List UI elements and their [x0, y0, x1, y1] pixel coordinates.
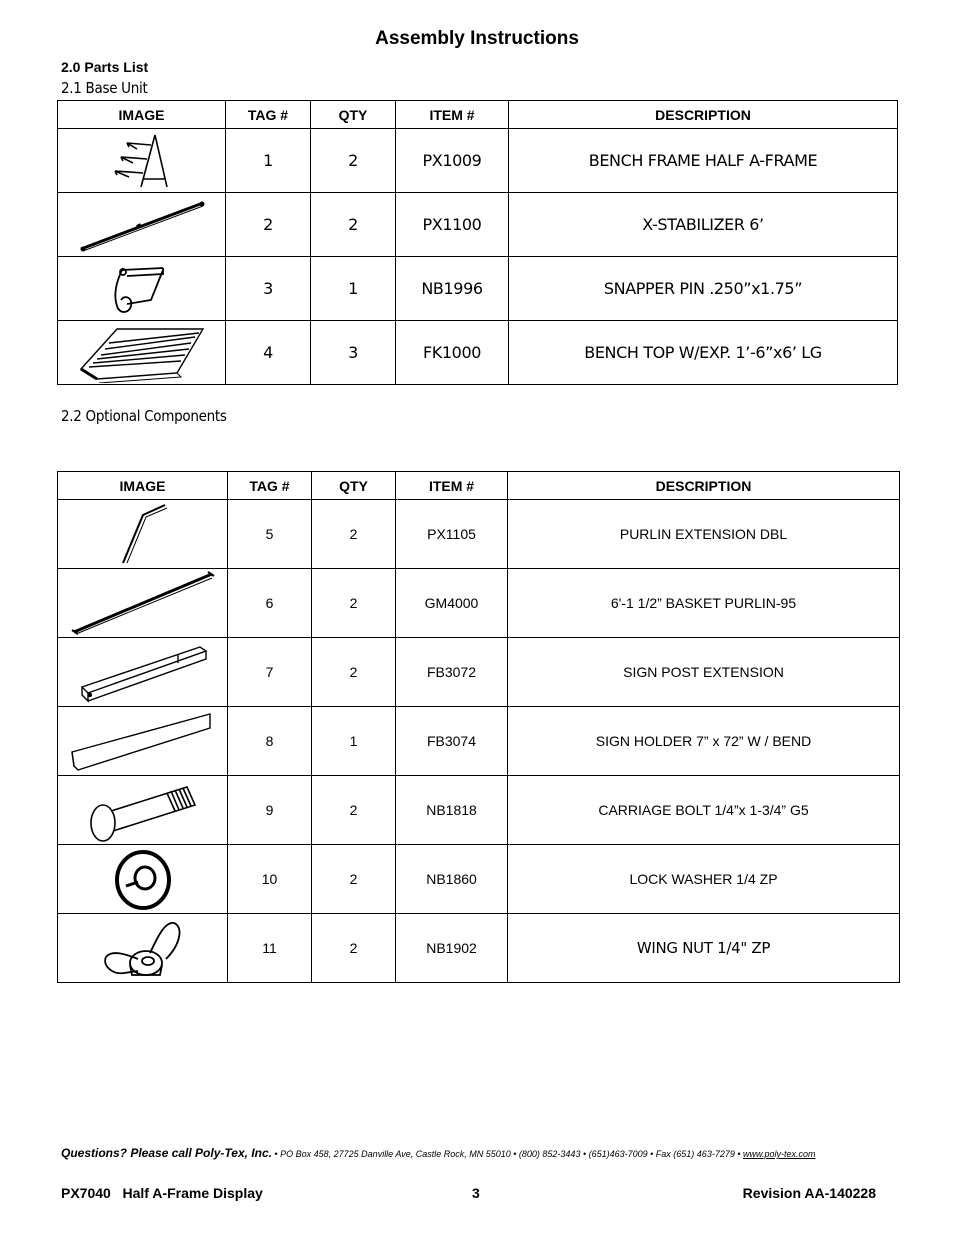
- snapper-pin-icon: [107, 260, 177, 318]
- stabilizer-bar-icon: [77, 195, 207, 255]
- item-cell: GM4000: [396, 569, 508, 638]
- item-cell: NB1996: [396, 257, 509, 321]
- column-header-item: ITEM #: [396, 472, 508, 500]
- image-cell: [58, 569, 228, 638]
- qty-cell: 2: [312, 845, 396, 914]
- description-cell: BENCH FRAME HALF A-FRAME: [509, 129, 898, 193]
- item-cell: FB3072: [396, 638, 508, 707]
- tag-cell: 4: [226, 321, 311, 385]
- image-cell: [58, 500, 228, 569]
- item-cell: NB1818: [396, 776, 508, 845]
- carriage-bolt-icon: [83, 777, 203, 843]
- description-cell: PURLIN EXTENSION DBL: [508, 500, 900, 569]
- column-header-tag: TAG #: [228, 472, 312, 500]
- qty-cell: 2: [311, 129, 396, 193]
- image-cell: [58, 638, 228, 707]
- qty-cell: 2: [312, 500, 396, 569]
- column-header-image: IMAGE: [58, 472, 228, 500]
- description-cell: BENCH TOP W/EXP. 1’-6”x6’ LG: [509, 321, 898, 385]
- table-row: [58, 257, 898, 321]
- column-header-image: IMAGE: [58, 101, 226, 129]
- footer-questions: Questions? Please call Poly-Tex, Inc.: [61, 1146, 272, 1160]
- description-cell: SNAPPER PIN .250”x1.75”: [509, 257, 898, 321]
- column-header-qty: QTY: [311, 101, 396, 129]
- column-header-description: DESCRIPTION: [508, 472, 900, 500]
- item-cell: FB3074: [396, 707, 508, 776]
- column-header-qty: QTY: [312, 472, 396, 500]
- table-row: [58, 500, 900, 569]
- description-cell: LOCK WASHER 1/4 ZP: [508, 845, 900, 914]
- tag-cell: 5: [228, 500, 312, 569]
- tag-cell: 3: [226, 257, 311, 321]
- image-cell: [58, 776, 228, 845]
- table-header-row: [58, 101, 898, 129]
- base-unit-table: [57, 100, 898, 385]
- footer-page-number: 3: [472, 1185, 480, 1201]
- image-cell: [58, 914, 228, 983]
- image-cell: [58, 845, 228, 914]
- table-row: [58, 129, 898, 193]
- bench-top-icon: [77, 323, 207, 383]
- sign-post-icon: [68, 639, 218, 705]
- item-cell: PX1105: [396, 500, 508, 569]
- section-heading-parts-list: 2.0 Parts List: [61, 59, 149, 75]
- column-header-tag: TAG #: [226, 101, 311, 129]
- tag-cell: 2: [226, 193, 311, 257]
- optional-components-table: [57, 471, 900, 983]
- tag-cell: 7: [228, 638, 312, 707]
- qty-cell: 2: [312, 638, 396, 707]
- column-header-item: ITEM #: [396, 101, 509, 129]
- section-heading-optional-components: 2.2 Optional Components: [61, 407, 227, 425]
- qty-cell: 2: [312, 776, 396, 845]
- image-cell: [58, 321, 226, 385]
- footer-contact: • PO Box 458, 27725 Danville Ave, Castle Rock, MN 55010 • (800) 852-3443 • (651)463-7009 • Fax (651) 463-7279 •: [271, 1149, 743, 1159]
- item-cell: PX1009: [396, 129, 509, 193]
- image-cell: [58, 257, 226, 321]
- tag-cell: 8: [228, 707, 312, 776]
- tag-cell: 10: [228, 845, 312, 914]
- section-heading-base-unit: 2.1 Base Unit: [61, 79, 148, 97]
- basket-purlin-icon: [68, 570, 218, 636]
- description-cell: X-STABILIZER 6’: [509, 193, 898, 257]
- table-row: [58, 321, 898, 385]
- qty-cell: 2: [312, 569, 396, 638]
- qty-cell: 1: [311, 257, 396, 321]
- lock-washer-icon: [108, 846, 178, 912]
- tag-cell: 9: [228, 776, 312, 845]
- description-cell: CARRIAGE BOLT 1/4”x 1-3/4” G5: [508, 776, 900, 845]
- a-frame-icon: [107, 131, 177, 191]
- image-cell: [58, 129, 226, 193]
- table-row: [58, 569, 900, 638]
- tag-cell: 1: [226, 129, 311, 193]
- image-cell: [58, 193, 226, 257]
- tag-cell: 11: [228, 914, 312, 983]
- table-header-row: [58, 472, 900, 500]
- footer-website-link[interactable]: www.poly-tex.com: [743, 1149, 816, 1159]
- item-cell: NB1860: [396, 845, 508, 914]
- qty-cell: 2: [312, 914, 396, 983]
- sign-holder-icon: [68, 708, 218, 774]
- qty-cell: 1: [312, 707, 396, 776]
- table-row: [58, 707, 900, 776]
- description-cell: WING NUT 1/4" ZP: [508, 914, 900, 983]
- table-row: [58, 776, 900, 845]
- qty-cell: 3: [311, 321, 396, 385]
- description-cell: SIGN POST EXTENSION: [508, 638, 900, 707]
- item-cell: NB1902: [396, 914, 508, 983]
- table-row: [58, 638, 900, 707]
- tag-cell: 6: [228, 569, 312, 638]
- wing-nut-icon: [98, 915, 188, 981]
- footer-document-name: PX7040 Half A-Frame Display: [61, 1185, 263, 1201]
- page-title: Assembly Instructions: [375, 28, 579, 49]
- table-row: [58, 914, 900, 983]
- footer-revision: Revision AA-140228: [742, 1185, 876, 1201]
- description-cell: 6'-1 1/2” BASKET PURLIN-95: [508, 569, 900, 638]
- table-row: [58, 845, 900, 914]
- image-cell: [58, 707, 228, 776]
- table-row: [58, 193, 898, 257]
- description-cell: SIGN HOLDER 7” x 72” W / BEND: [508, 707, 900, 776]
- footer-contact-line: [61, 1146, 816, 1160]
- item-cell: FK1000: [396, 321, 509, 385]
- qty-cell: 2: [311, 193, 396, 257]
- column-header-description: DESCRIPTION: [509, 101, 898, 129]
- item-cell: PX1100: [396, 193, 509, 257]
- purlin-extension-icon: [103, 501, 183, 567]
